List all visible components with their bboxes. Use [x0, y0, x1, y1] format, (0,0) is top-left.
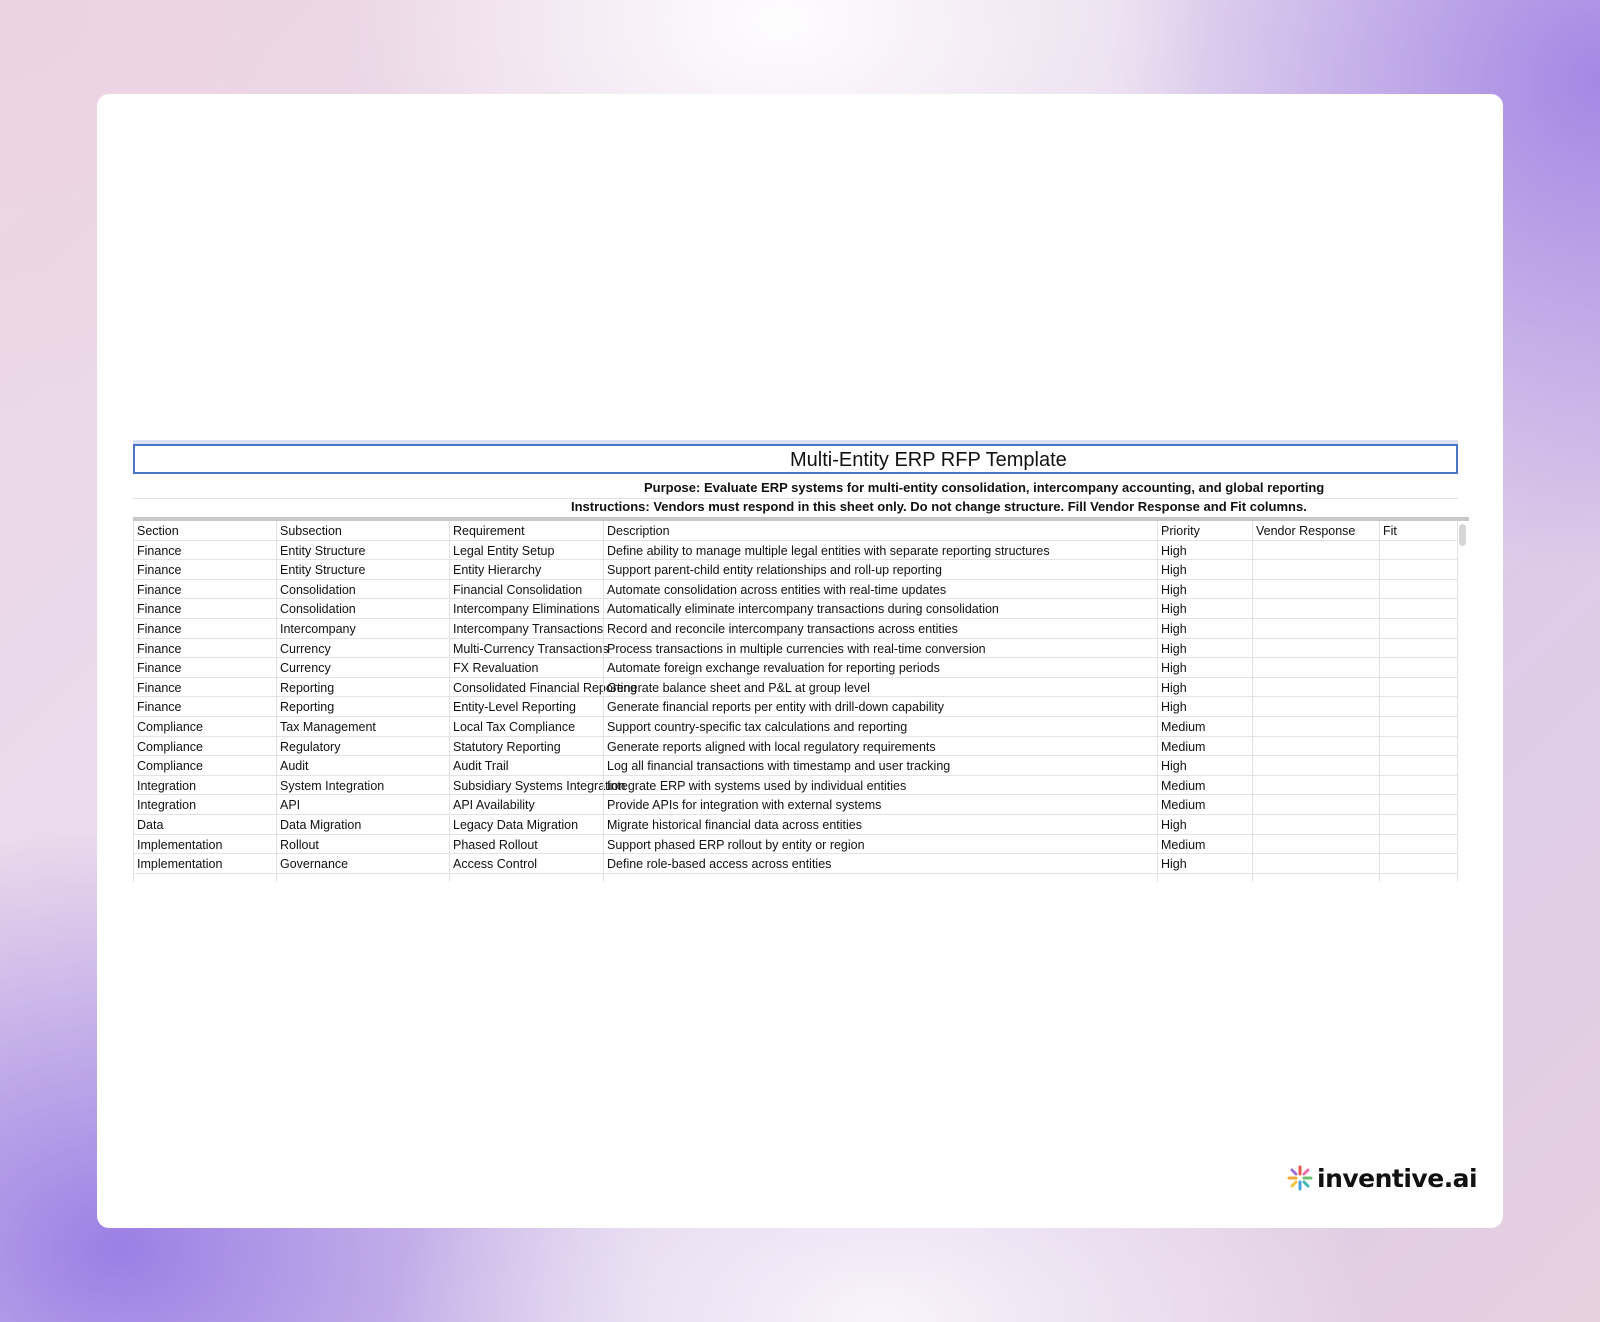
brand-name: inventive.ai: [1317, 1163, 1478, 1193]
cell-fit[interactable]: [1379, 756, 1458, 775]
table-row: [133, 717, 1458, 737]
header-cell-requirement[interactable]: Requirement: [449, 521, 603, 540]
cell-requirement[interactable]: Access Control: [449, 854, 603, 873]
cell-empty[interactable]: [603, 874, 1157, 882]
header-cell-fit[interactable]: Fit: [1379, 521, 1458, 540]
cell-subsection[interactable]: Entity Structure: [276, 560, 449, 579]
cell-fit[interactable]: [1379, 639, 1458, 658]
cell-requirement[interactable]: Audit Trail: [449, 756, 603, 775]
cell-vendor-response[interactable]: [1252, 697, 1379, 716]
table-row: [133, 756, 1458, 776]
table-row: [133, 697, 1458, 717]
cell-fit[interactable]: [1379, 717, 1458, 736]
table-row: [133, 599, 1458, 619]
cell-section[interactable]: Data: [133, 815, 276, 834]
cell-subsection[interactable]: Data Migration: [276, 815, 449, 834]
cell-priority[interactable]: Medium: [1157, 737, 1252, 756]
cell-subsection[interactable]: Reporting: [276, 678, 449, 697]
cell-vendor-response[interactable]: [1252, 639, 1379, 658]
cell-requirement[interactable]: FX Revaluation: [449, 658, 603, 677]
cell-empty[interactable]: [276, 874, 449, 882]
cell-section[interactable]: Finance: [133, 619, 276, 638]
cell-vendor-response[interactable]: [1252, 795, 1379, 814]
header-cell-section[interactable]: Section: [133, 521, 276, 540]
purpose-text: Purpose: Evaluate ERP systems for multi-entity consolidation, intercompany accounting, and global reporting: [644, 480, 1325, 495]
cell-empty[interactable]: [133, 874, 276, 882]
cell-requirement[interactable]: Intercompany Eliminations: [449, 599, 603, 618]
cell-requirement[interactable]: Multi-Currency Transactions: [449, 639, 603, 658]
table-row: [133, 678, 1458, 698]
cell-vendor-response[interactable]: [1252, 658, 1379, 677]
cell-subsection[interactable]: Currency: [276, 639, 449, 658]
cell-fit[interactable]: [1379, 678, 1458, 697]
header-cell-subsection[interactable]: Subsection: [276, 521, 449, 540]
cell-priority[interactable]: High: [1157, 854, 1252, 873]
cell-section[interactable]: Finance: [133, 697, 276, 716]
cell-section[interactable]: Finance: [133, 639, 276, 658]
cell-vendor-response[interactable]: [1252, 737, 1379, 756]
cell-fit[interactable]: [1379, 658, 1458, 677]
cell-vendor-response[interactable]: [1252, 776, 1379, 795]
cell-subsection[interactable]: Currency: [276, 658, 449, 677]
cell-fit[interactable]: [1379, 541, 1458, 560]
cell-description[interactable]: Define role-based access across entities: [603, 854, 1157, 873]
vertical-scrollbar[interactable]: [1459, 524, 1466, 546]
cell-requirement[interactable]: Statutory Reporting: [449, 737, 603, 756]
cell-requirement[interactable]: Consolidated Financial Reporting: [449, 678, 603, 697]
cell-requirement[interactable]: Local Tax Compliance: [449, 717, 603, 736]
instructions-text: Instructions: Vendors must respond in this sheet only. Do not change structure. Fill Vendor Response and Fit columns.: [571, 499, 1307, 514]
cell-priority[interactable]: High: [1157, 658, 1252, 677]
cell-subsection[interactable]: Audit: [276, 756, 449, 775]
cell-section[interactable]: Implementation: [133, 854, 276, 873]
cell-fit[interactable]: [1379, 854, 1458, 873]
header-cell-vendor-response[interactable]: Vendor Response: [1252, 521, 1379, 540]
cell-subsection[interactable]: System Integration: [276, 776, 449, 795]
header-cell-description[interactable]: Description: [603, 521, 1157, 540]
cell-vendor-response[interactable]: [1252, 580, 1379, 599]
cell-vendor-response[interactable]: [1252, 560, 1379, 579]
cell-fit[interactable]: [1379, 737, 1458, 756]
cell-description[interactable]: Process transactions in multiple currencies with real-time conversion: [603, 639, 1157, 658]
cell-requirement[interactable]: API Availability: [449, 795, 603, 814]
cell-description[interactable]: Migrate historical financial data across entities: [603, 815, 1157, 834]
cell-description[interactable]: Provide APIs for integration with external systems: [603, 795, 1157, 814]
cell-description[interactable]: Log all financial transactions with timestamp and user tracking: [603, 756, 1157, 775]
cell-fit[interactable]: [1379, 776, 1458, 795]
cell-description[interactable]: Automate consolidation across entities with real-time updates: [603, 580, 1157, 599]
cell-priority[interactable]: High: [1157, 599, 1252, 618]
table-row: [133, 560, 1458, 580]
sparkle-logo-icon: [1287, 1165, 1313, 1191]
cell-subsection[interactable]: Intercompany: [276, 619, 449, 638]
table-row: [133, 815, 1458, 835]
header-row: [133, 521, 1458, 541]
cell-section[interactable]: Integration: [133, 776, 276, 795]
cell-fit[interactable]: [1379, 619, 1458, 638]
cell-subsection[interactable]: Tax Management: [276, 717, 449, 736]
cell-subsection[interactable]: Regulatory: [276, 737, 449, 756]
cell-requirement[interactable]: Entity Hierarchy: [449, 560, 603, 579]
cell-description[interactable]: Support parent-child entity relationships and roll-up reporting: [603, 560, 1157, 579]
cell-requirement[interactable]: Financial Consolidation: [449, 580, 603, 599]
cell-vendor-response[interactable]: [1252, 541, 1379, 560]
cell-section[interactable]: Implementation: [133, 835, 276, 854]
cell-section[interactable]: Finance: [133, 658, 276, 677]
sheet-title: Multi-Entity ERP RFP Template: [790, 449, 1067, 471]
brand-logo: [1287, 1161, 1477, 1195]
cell-empty[interactable]: [1252, 874, 1379, 882]
cell-description[interactable]: Automatically eliminate intercompany transactions during consolidation: [603, 599, 1157, 618]
cell-description[interactable]: Automate foreign exchange revaluation for reporting periods: [603, 658, 1157, 677]
cell-subsection[interactable]: Consolidation: [276, 599, 449, 618]
cell-fit[interactable]: [1379, 580, 1458, 599]
cell-subsection[interactable]: Reporting: [276, 697, 449, 716]
cell-fit[interactable]: [1379, 697, 1458, 716]
cell-empty[interactable]: [1157, 874, 1252, 882]
cell-requirement[interactable]: Legal Entity Setup: [449, 541, 603, 560]
table-row: [133, 854, 1458, 874]
cell-description[interactable]: Generate balance sheet and P&L at group level: [603, 678, 1157, 697]
cell-priority[interactable]: Medium: [1157, 795, 1252, 814]
cell-empty[interactable]: [449, 874, 603, 882]
title-cell[interactable]: [133, 444, 1458, 474]
cell-requirement[interactable]: Subsidiary Systems Integration: [449, 776, 603, 795]
purpose-row[interactable]: [133, 478, 1458, 499]
cell-fit[interactable]: [1379, 815, 1458, 834]
cell-priority[interactable]: High: [1157, 678, 1252, 697]
content-card: [97, 94, 1503, 1228]
spreadsheet: [133, 440, 1469, 876]
cell-priority[interactable]: High: [1157, 697, 1252, 716]
table-row: [133, 795, 1458, 815]
cell-priority[interactable]: High: [1157, 619, 1252, 638]
cell-priority[interactable]: High: [1157, 580, 1252, 599]
cell-subsection[interactable]: Consolidation: [276, 580, 449, 599]
cell-description[interactable]: Generate reports aligned with local regulatory requirements: [603, 737, 1157, 756]
cell-priority[interactable]: High: [1157, 815, 1252, 834]
instructions-row[interactable]: [133, 497, 1458, 518]
cell-vendor-response[interactable]: [1252, 717, 1379, 736]
cell-section[interactable]: Compliance: [133, 756, 276, 775]
cell-section[interactable]: Finance: [133, 599, 276, 618]
cell-section[interactable]: Compliance: [133, 717, 276, 736]
table-row: [133, 639, 1458, 659]
cell-subsection[interactable]: API: [276, 795, 449, 814]
cell-requirement[interactable]: Entity-Level Reporting: [449, 697, 603, 716]
cell-fit[interactable]: [1379, 599, 1458, 618]
table-row: [133, 835, 1458, 855]
cell-vendor-response[interactable]: [1252, 835, 1379, 854]
cell-description[interactable]: Integrate ERP with systems used by individual entities: [603, 776, 1157, 795]
data-grid: [133, 521, 1458, 882]
cell-section[interactable]: Finance: [133, 580, 276, 599]
cell-fit[interactable]: [1379, 795, 1458, 814]
cell-description[interactable]: Support country-specific tax calculations and reporting: [603, 717, 1157, 736]
cell-priority[interactable]: High: [1157, 541, 1252, 560]
cell-priority[interactable]: Medium: [1157, 835, 1252, 854]
table-row: [133, 619, 1458, 639]
cell-description[interactable]: Generate financial reports per entity with drill-down capability: [603, 697, 1157, 716]
table-row: [133, 658, 1458, 678]
cell-requirement[interactable]: Intercompany Transactions: [449, 619, 603, 638]
cell-section[interactable]: Integration: [133, 795, 276, 814]
cell-section[interactable]: Finance: [133, 541, 276, 560]
cell-priority[interactable]: Medium: [1157, 717, 1252, 736]
cell-vendor-response[interactable]: [1252, 854, 1379, 873]
cell-subsection[interactable]: Rollout: [276, 835, 449, 854]
cell-priority[interactable]: High: [1157, 756, 1252, 775]
cell-requirement[interactable]: Phased Rollout: [449, 835, 603, 854]
cell-subsection[interactable]: Entity Structure: [276, 541, 449, 560]
cell-empty[interactable]: [1379, 874, 1458, 882]
cell-description[interactable]: Record and reconcile intercompany transactions across entities: [603, 619, 1157, 638]
header-cell-priority[interactable]: Priority: [1157, 521, 1252, 540]
cell-section[interactable]: Finance: [133, 560, 276, 579]
cell-vendor-response[interactable]: [1252, 815, 1379, 834]
cell-priority[interactable]: High: [1157, 560, 1252, 579]
cell-priority[interactable]: Medium: [1157, 776, 1252, 795]
table-row: [133, 580, 1458, 600]
cell-description[interactable]: Support phased ERP rollout by entity or region: [603, 835, 1157, 854]
table-row: [133, 737, 1458, 757]
cell-requirement[interactable]: Legacy Data Migration: [449, 815, 603, 834]
cell-vendor-response[interactable]: [1252, 756, 1379, 775]
cell-subsection[interactable]: Governance: [276, 854, 449, 873]
table-row: [133, 776, 1458, 796]
cell-description[interactable]: Define ability to manage multiple legal entities with separate reporting structures: [603, 541, 1157, 560]
cell-vendor-response[interactable]: [1252, 599, 1379, 618]
cell-section[interactable]: Compliance: [133, 737, 276, 756]
empty-row: [133, 874, 1458, 882]
cell-section[interactable]: Finance: [133, 678, 276, 697]
cell-vendor-response[interactable]: [1252, 619, 1379, 638]
cell-fit[interactable]: [1379, 560, 1458, 579]
table-row: [133, 541, 1458, 561]
cell-vendor-response[interactable]: [1252, 678, 1379, 697]
cell-fit[interactable]: [1379, 835, 1458, 854]
cell-priority[interactable]: High: [1157, 639, 1252, 658]
